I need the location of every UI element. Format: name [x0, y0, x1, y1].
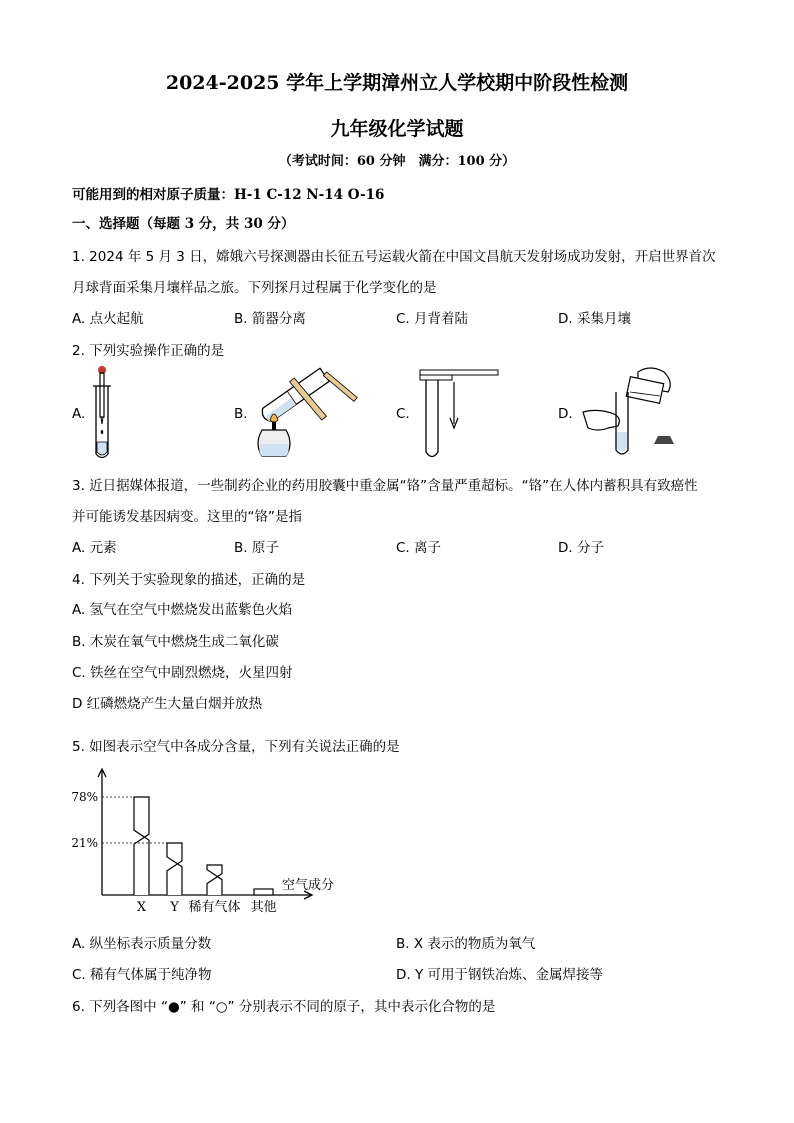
bar-其他: [254, 889, 273, 895]
q1-stem-line2: 月球背面采集月壤样品之旅。下列探月过程属于化学变化的是: [72, 280, 437, 296]
q2-option-b[interactable]: B.: [234, 406, 248, 422]
q3-option-a[interactable]: A. 元素: [72, 540, 117, 556]
q2-option-d[interactable]: D.: [558, 406, 573, 422]
atomic-masses: 可能用到的相对原子质量：H-1 C-12 N-14 O-16: [72, 187, 385, 203]
q2-figure-c-holder: [410, 362, 500, 462]
q3-stem-line2: 并可能诱发基因病变。这里的“铬”是指: [72, 509, 302, 525]
q2-option-c[interactable]: C.: [396, 406, 410, 422]
exam-info: （考试时间：60 分钟 满分：100 分）: [278, 154, 516, 169]
x-tick-label: X: [136, 900, 147, 915]
x-tick-label: 其他: [250, 900, 277, 915]
q5-option-a[interactable]: A. 纵坐标表示质量分数: [72, 936, 212, 952]
q5-stem: 5. 如图表示空气中各成分含量，下列有关说法正确的是: [72, 739, 400, 755]
q2-stem: 2. 下列实验操作正确的是: [72, 343, 225, 359]
q3-option-c[interactable]: C. 离子: [396, 540, 442, 556]
q5-option-c[interactable]: C. 稀有气体属于纯净物: [72, 967, 212, 983]
bar-Y: [167, 843, 182, 895]
q3-option-d[interactable]: D. 分子: [558, 540, 604, 556]
q5-option-b[interactable]: B. X 表示的物质为氧气: [396, 936, 536, 952]
y-tick-label: 78%: [71, 790, 98, 804]
q4-option-b[interactable]: B. 木炭在氧气中燃烧生成二氧化碳: [72, 634, 279, 650]
q6-stem: 6. 下列各图中 “●” 和 “○” 分别表示不同的原子，其中表示化合物的是: [72, 999, 496, 1015]
q4-option-c[interactable]: C. 铁丝在空气中剧烈燃烧，火星四射: [72, 665, 293, 681]
q3-stem-line1: 3. 近日据媒体报道，一些制药企业的药用胶囊中重金属“铬”含量严重超标。“铬”在人体内蓄积具有致癌性: [72, 478, 698, 494]
x-axis-label: 空气成分: [281, 878, 335, 893]
q1-option-c[interactable]: C. 月背着陆: [396, 311, 469, 327]
q4-stem: 4. 下列关于实验现象的描述，正确的是: [72, 572, 306, 588]
q1-stem-line1: 1. 2024 年 5 月 3 日，嫦娥六号探测器由长征五号运载火箭在中国文昌航天发射场成功发射，开启世界首次: [72, 249, 716, 265]
air-composition-chart: [60, 765, 360, 915]
x-tick-label: 稀有气体: [188, 900, 241, 915]
q2-figure-b-heating: [250, 362, 360, 462]
bar-X: [134, 797, 149, 895]
q2-option-a[interactable]: A.: [72, 406, 86, 422]
exam-title: 2024-2025 学年上学期漳州立人学校期中阶段性检测: [165, 72, 629, 94]
q1-option-b[interactable]: B. 箭器分离: [234, 311, 306, 327]
q4-option-d[interactable]: D 红磷燃烧产生大量白烟并放热: [72, 696, 263, 712]
bar-稀有气体: [207, 865, 222, 895]
q1-option-d[interactable]: D. 采集月壤: [558, 311, 631, 327]
q1-option-a[interactable]: A. 点火起航: [72, 311, 144, 327]
x-tick-label: Y: [170, 900, 179, 915]
q4-option-a[interactable]: A. 氢气在空气中燃烧发出蓝紫色火焰: [72, 602, 293, 618]
q2-figure-a-dropper: [90, 362, 120, 462]
q5-option-d[interactable]: D. Y 可用于钢铁冶炼、金属焊接等: [396, 967, 604, 983]
q3-option-b[interactable]: B. 原子: [234, 540, 279, 556]
y-tick-label: 21%: [71, 836, 98, 850]
section-heading: 一、选择题（每题 3 分，共 30 分）: [72, 216, 295, 232]
exam-subtitle: 九年级化学试题: [330, 118, 464, 140]
q2-figure-d-pouring: [578, 362, 698, 462]
